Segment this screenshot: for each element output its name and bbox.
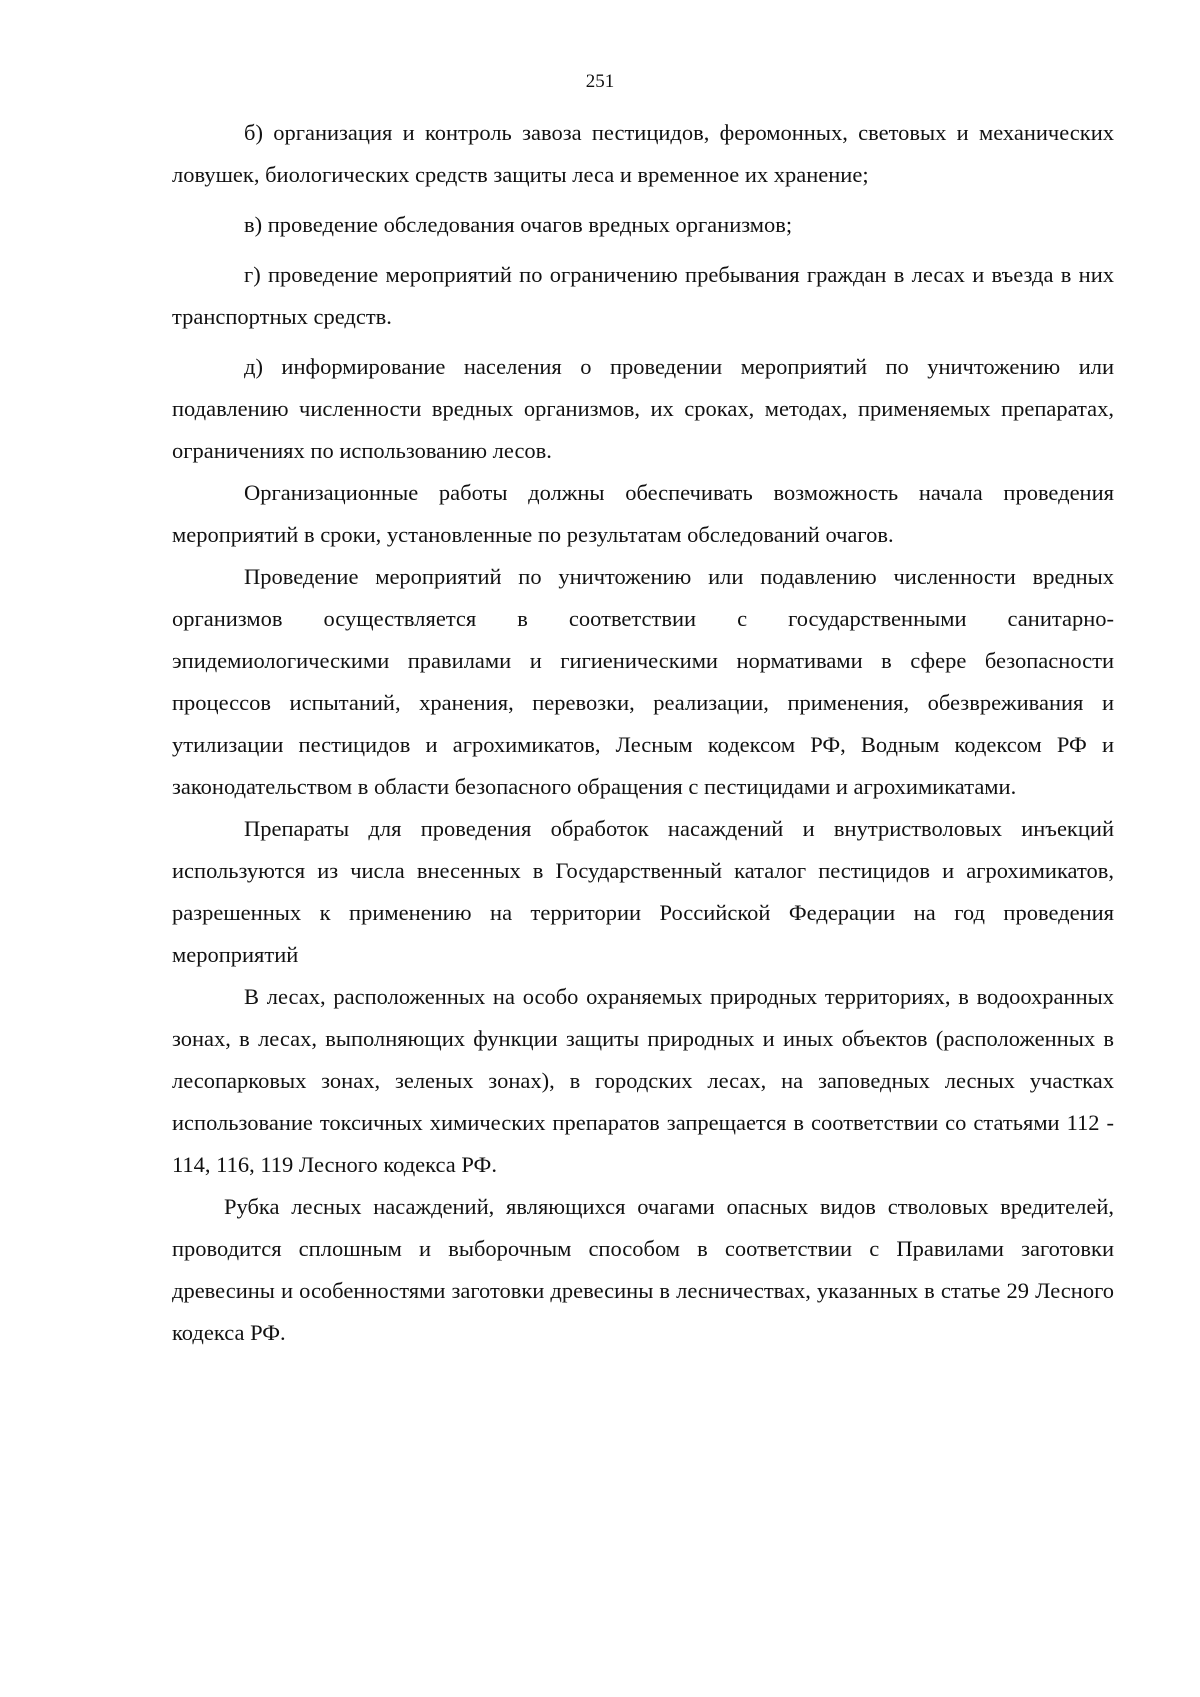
paragraph-g: г) проведение мероприятий по ограничению пребывания граждан в лесах и въезда в них транспортных средств. — [172, 262, 1114, 329]
paragraph-v: в) проведение обследования очагов вредных организмов; — [244, 212, 793, 237]
paragraph-organizational-works: Организационные работы должны обеспечивать возможность начала проведения мероприятий в сроки, установленные по результатам обследований очагов. — [172, 480, 1114, 547]
page-number: 251 — [585, 71, 615, 92]
paragraph-d: д) информирование населения о проведении мероприятий по уничтожению или подавлению численности вредных организмов, их сроках, методах, применяемых препаратах, ограничениях по использованию лесов. — [172, 354, 1114, 463]
paragraph-felling: Рубка лесных насаждений, являющихся очагами опасных видов стволовых вредителей, проводится сплошным и выборочным способом в соответствии с Правилами заготовки древесины и особенностями заготовки древесины в лесничествах, указанных в статье 29 Лесного кодекса РФ. — [172, 1194, 1114, 1345]
paragraph-preparations: Препараты для проведения обработок насаждений и внутристволовых инъекций используются из числа внесенных в Государственный каталог пестицидов и агрохимикатов, разрешенных к применению на территории Российской Федерации на год проведения мероприятий — [172, 816, 1114, 967]
paragraph-measures-conduct: Проведение мероприятий по уничтожению или подавлению численности вредных организмов осуществляется в соответствии с государственными санитарно-эпидемиологическими правилами и гигиеническими нормативами в сфере безопасности процессов испытаний, хранения, перевозки, реализации, применения, обезвреживания и утилизации пестицидов и агрохимикатов, Лесным кодексом РФ, Водным кодексом РФ и законодательством в области безопасного обращения с пестицидами и агрохимикатами. — [172, 564, 1114, 799]
paragraph-b: б) организация и контроль завоза пестицидов, феромонных, световых и механических ловушек, биологических средств защиты леса и временное их хранение; — [172, 120, 1114, 187]
body-text — [172, 112, 1114, 1354]
paragraph-protected-territories: В лесах, расположенных на особо охраняемых природных территориях, в водоохранных зонах, в лесах, выполняющих функции защиты природных и иных объектов (расположенных в лесопарковых зонах, зеленых зонах), в городских лесах, на заповедных лесных участках использование токсичных химических препаратов запрещается в соответствии со статьями 112 - 114, 116, 119 Лесного кодекса РФ. — [172, 984, 1114, 1177]
